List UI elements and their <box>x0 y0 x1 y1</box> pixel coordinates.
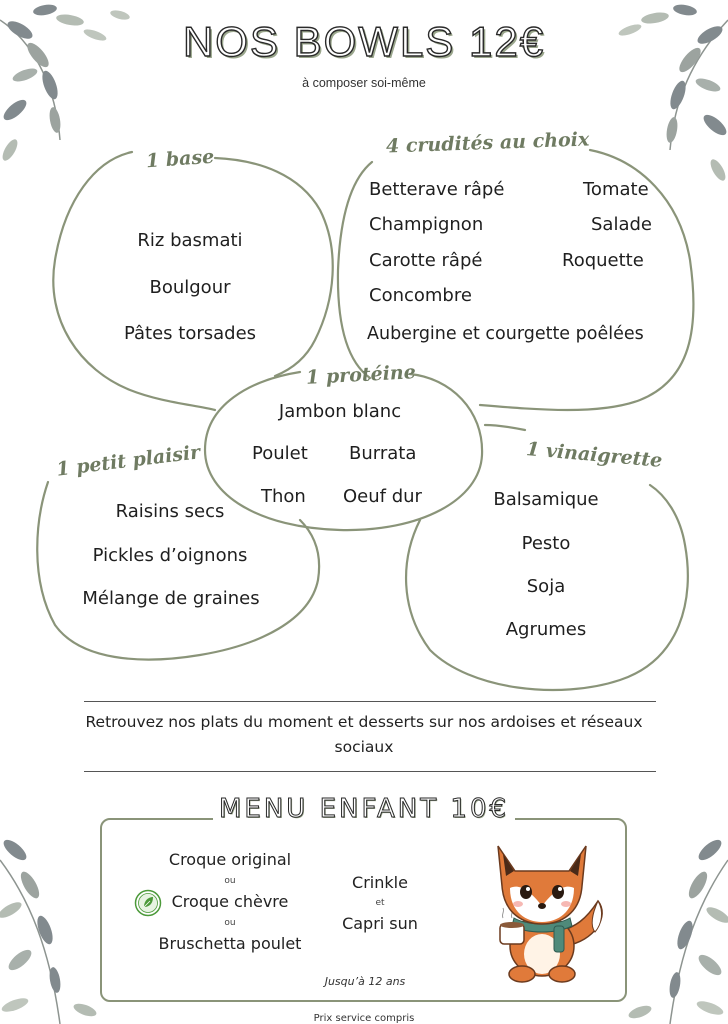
fox-mascot <box>470 826 620 986</box>
info-note: Retrouvez nos plats du moment et desserts sur nos ardoises et réseaux sociaux <box>85 713 643 756</box>
crudites-item: Salade <box>591 214 652 235</box>
crudites-item: Champignon <box>369 214 484 235</box>
veggie-icon <box>134 889 162 917</box>
proteine-item: Burrata <box>349 443 417 464</box>
plaisir-item: Pickles d’oignons <box>92 545 248 566</box>
kids-side-item: Crinkle <box>352 873 408 892</box>
crudites-item: Roquette <box>562 250 644 271</box>
proteine-item: Jambon blanc <box>278 401 402 422</box>
divider-top <box>84 701 656 702</box>
vinaigrette-item: Balsamique <box>493 489 599 510</box>
kids-side-item: Capri sun <box>342 914 418 933</box>
or-text: ou <box>224 876 236 886</box>
kids-main-item: Croque original <box>168 850 292 869</box>
kids-main-item: Croque chèvre <box>171 892 289 911</box>
crudites-item: Carotte râpé <box>369 250 483 271</box>
divider-bottom <box>84 771 656 772</box>
crudites-label: 4 crudités au choix <box>385 128 590 158</box>
kids-main-item: Bruschetta poulet <box>158 934 302 953</box>
page-title: NOS BOWLS 12€ <box>182 18 546 65</box>
crudites-item: Tomate <box>583 179 649 200</box>
plaisir-item: Mélange de graines <box>82 588 260 609</box>
crudites-item: Concombre <box>369 285 472 306</box>
proteine-item: Thon <box>261 486 306 507</box>
and-text: et <box>375 898 385 908</box>
base-item: Pâtes torsades <box>123 323 257 344</box>
base-label: 1 base <box>145 145 215 173</box>
vinaigrette-item: Soja <box>526 576 566 597</box>
vinaigrette-item: Agrumes <box>505 619 587 640</box>
crudites-item: Betterave râpé <box>369 179 505 200</box>
crudites-item: Aubergine et courgette poêlées <box>367 324 644 344</box>
age-limit: Jusqu’à 12 ans <box>324 975 406 988</box>
kids-menu-title: MENU ENFANT 10€ <box>213 794 515 824</box>
plaisir-item: Raisins secs <box>115 501 225 522</box>
crudites-blob <box>338 162 372 378</box>
base-item: Boulgour <box>149 277 231 298</box>
base-item: Riz basmati <box>137 230 243 251</box>
vinaigrette-label: 1 vinaigrette <box>525 438 664 472</box>
proteine-item: Poulet <box>252 443 308 464</box>
vinaigrette-item: Pesto <box>521 533 571 554</box>
proteine-label: 1 protéine <box>305 361 417 389</box>
or-text: ou <box>224 918 236 928</box>
plaisir-label: 1 petit plaisir <box>55 441 202 481</box>
footer-text: Prix service compris <box>313 1013 415 1024</box>
leaves-bottom-right <box>610 830 728 1024</box>
proteine-item: Oeuf dur <box>343 486 422 507</box>
page-subtitle: à composer soi-même <box>302 76 426 90</box>
